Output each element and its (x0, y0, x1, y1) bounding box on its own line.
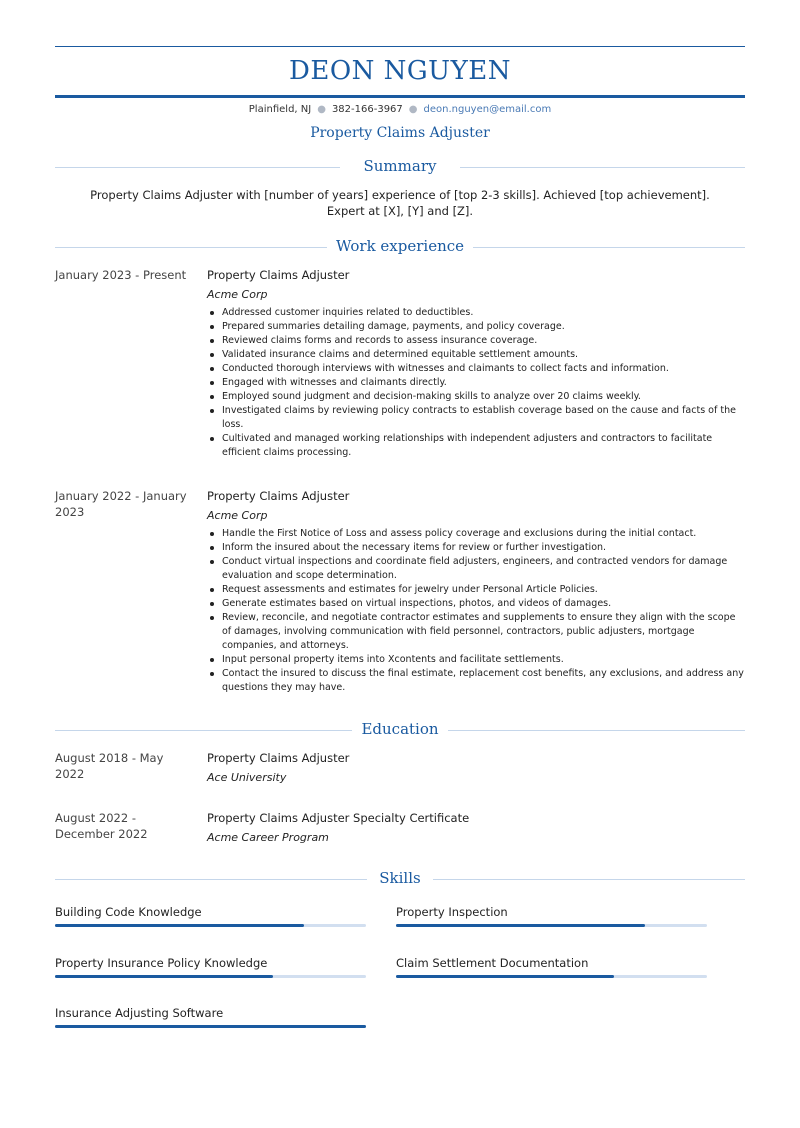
entry-body (207, 750, 745, 786)
skill-label: Claim Settlement Documentation (396, 956, 589, 970)
candidate-name: DEON NGUYEN (289, 56, 511, 86)
entry-bullets (207, 306, 745, 460)
entry-date: January 2022 - January 2023 (55, 489, 187, 519)
list-item: Contact the insured to discuss the final estimate, replacement cost benefits, any exclusions, and address any questions they may have. (207, 667, 745, 695)
entry-bullets (207, 527, 745, 695)
list-item: Conduct virtual inspections and coordinate field adjusters, engineers, and contracted vendors for damage evaluation and scope determination. (207, 555, 745, 583)
skill-level-track (396, 975, 707, 978)
list-item: Conducted thorough interviews with witnesses and claimants to collect facts and information. (207, 362, 745, 376)
skill-level-fill (55, 924, 304, 927)
entry-date: August 2022 - December 2022 (55, 811, 148, 841)
section-heading-skills (55, 869, 745, 889)
skill-level-track (55, 1025, 366, 1028)
list-item: Handle the First Notice of Loss and assess policy coverage and exclusions during the initial contact. (207, 527, 745, 541)
entry-organization: Ace University (207, 771, 287, 784)
entry-date: August 2018 - May 2022 (55, 751, 164, 781)
entry-body (207, 488, 745, 695)
skill-level-fill (55, 1025, 366, 1028)
entry-role: Property Claims Adjuster (207, 489, 350, 503)
skill-item (55, 955, 366, 978)
list-item: Request assessments and estimates for jewelry under Personal Article Policies. (207, 583, 745, 597)
skill-label: Property Inspection (396, 905, 508, 919)
list-item: Review, reconcile, and negotiate contractor estimates and supplements to ensure they align with the scope of damages, involving communication with field personnel, contractors, public adjusters, mortgage companies, and attorneys. (207, 611, 745, 653)
list-item: Reviewed claims forms and records to assess insurance coverage. (207, 334, 745, 348)
section-heading-education (55, 720, 745, 740)
top-rule (55, 46, 745, 47)
skill-level-track (55, 975, 366, 978)
skill-level-fill (55, 975, 273, 978)
contact-location: Plainfield, NJ (248, 104, 312, 115)
job-title: Property Claims Adjuster (310, 125, 490, 141)
skill-level-fill (396, 924, 645, 927)
section-title: Skills (379, 869, 421, 887)
entry-body (207, 267, 745, 460)
separator-dot-icon: ● (317, 104, 326, 115)
list-item: Addressed customer inquiries related to deductibles. (207, 306, 745, 320)
entry-body (207, 810, 745, 846)
contact-phone: 382-166-3967 (331, 104, 403, 115)
list-item: Inform the insured about the necessary items for review or further investigation. (207, 541, 745, 555)
list-item: Cultivated and managed working relationships with independent adjusters and contractors to facilitate efficient claims processing. (207, 432, 745, 460)
entry-role: Property Claims Adjuster Specialty Certificate (207, 811, 470, 825)
list-item: Employed sound judgment and decision-making skills to analyze over 20 claims weekly. (207, 390, 745, 404)
skill-level-fill (396, 975, 614, 978)
skill-item (396, 955, 707, 978)
contact-line (0, 104, 800, 115)
list-item: Generate estimates based on virtual inspections, photos, and videos of damages. (207, 597, 745, 611)
name-underline (55, 95, 745, 98)
section-heading-work (55, 237, 745, 257)
skill-level-track (55, 924, 366, 927)
section-title: Summary (363, 157, 437, 175)
summary-text: Property Claims Adjuster with [number of years] experience of [top 2-3 skills]. Achieved [top achievement]. Expert at [X], [Y] and [Z]. (90, 188, 710, 218)
list-item: Prepared summaries detailing damage, payments, and policy coverage. (207, 320, 745, 334)
skill-item (55, 1005, 366, 1028)
entry-organization: Acme Career Program (207, 831, 329, 844)
entry-date: January 2023 - Present (55, 268, 187, 282)
entry-organization: Acme Corp (207, 288, 268, 301)
list-item: Engaged with witnesses and claimants directly. (207, 376, 745, 390)
contact-email-link[interactable]: deon.nguyen@email.com (423, 104, 552, 115)
list-item: Input personal property items into Xcontents and facilitate settlements. (207, 653, 745, 667)
entry-role: Property Claims Adjuster (207, 751, 350, 765)
skill-label: Building Code Knowledge (55, 905, 202, 919)
section-heading-summary (55, 157, 745, 177)
section-title: Work experience (335, 237, 465, 255)
skill-label: Insurance Adjusting Software (55, 1006, 224, 1020)
list-item: Validated insurance claims and determined equitable settlement amounts. (207, 348, 745, 362)
skill-item (55, 904, 366, 927)
entry-role: Property Claims Adjuster (207, 268, 350, 282)
skill-level-track (396, 924, 707, 927)
list-item: Investigated claims by reviewing policy contracts to establish coverage based on the cause and facts of the loss. (207, 404, 745, 432)
entry-organization: Acme Corp (207, 509, 268, 522)
skill-label: Property Insurance Policy Knowledge (55, 956, 268, 970)
skill-item (396, 904, 707, 927)
section-title: Education (361, 720, 439, 738)
separator-dot-icon: ● (408, 104, 418, 115)
